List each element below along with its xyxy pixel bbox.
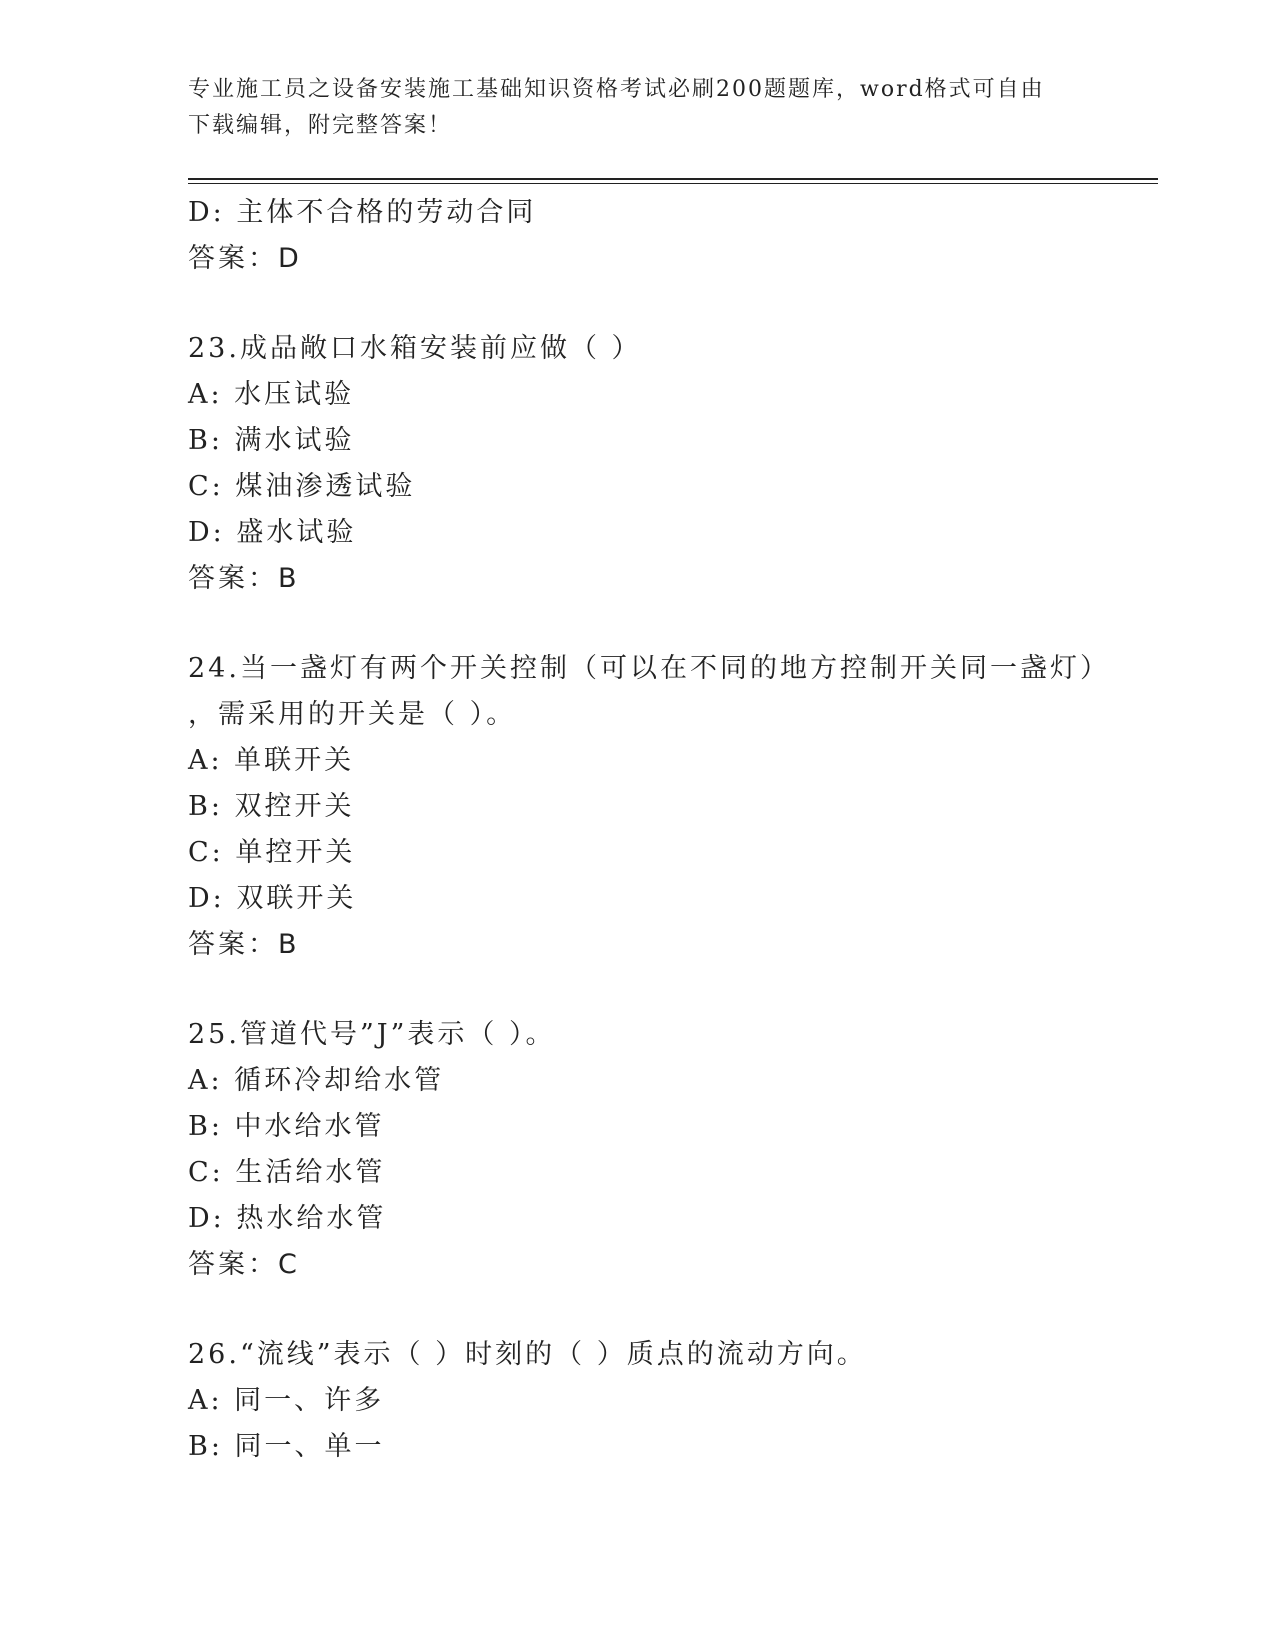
option-c: C: 煤油渗透试验 (188, 471, 416, 502)
question-stem: 26.“流线”表示（ ）时刻的（ ）质点的流动方向。 (188, 1339, 867, 1370)
question-stem: 24.当一盏灯有两个开关控制（可以在不同的地方控制开关同一盏灯） (188, 653, 1110, 684)
answer-line: 答案：B (188, 563, 300, 594)
answer-line: 答案：C (188, 1249, 300, 1280)
answer-line: 答案：D (188, 243, 302, 274)
answer-line: 答案：B (188, 929, 300, 960)
option-d: D: 主体不合格的劳动合同 (188, 197, 537, 228)
option-b: B: 中水给水管 (188, 1111, 385, 1142)
option-b: B: 满水试验 (188, 425, 355, 456)
option-d: D: 双联开关 (188, 883, 357, 914)
header-line-2: 下载编辑，附完整答案！ (188, 113, 453, 138)
option-b: B: 同一、单一 (188, 1431, 385, 1462)
header-divider-thin (188, 183, 1158, 184)
option-a: A: 单联开关 (188, 745, 355, 776)
header-line-1: 专业施工员之设备安装施工基础知识资格考试必刷200题题库，word格式可自由 (188, 77, 1045, 102)
option-a: A: 水压试验 (188, 379, 355, 410)
question-stem-continued: ，需采用的开关是（ ）。 (188, 699, 517, 730)
option-d: D: 盛水试验 (188, 517, 357, 548)
option-a: A: 循环冷却给水管 (188, 1065, 445, 1096)
option-c: C: 生活给水管 (188, 1157, 386, 1188)
question-list (188, 190, 1158, 1470)
question-stem: 23.成品敞口水箱安装前应做（ ） (188, 333, 642, 364)
document-header (188, 72, 1068, 144)
question-stem: 25.管道代号”J”表示（ ）。 (188, 1019, 556, 1050)
option-a: A: 同一、许多 (188, 1385, 385, 1416)
option-c: C: 单控开关 (188, 837, 356, 868)
header-divider-thick (188, 178, 1158, 180)
option-b: B: 双控开关 (188, 791, 355, 822)
option-d: D: 热水给水管 (188, 1203, 387, 1234)
